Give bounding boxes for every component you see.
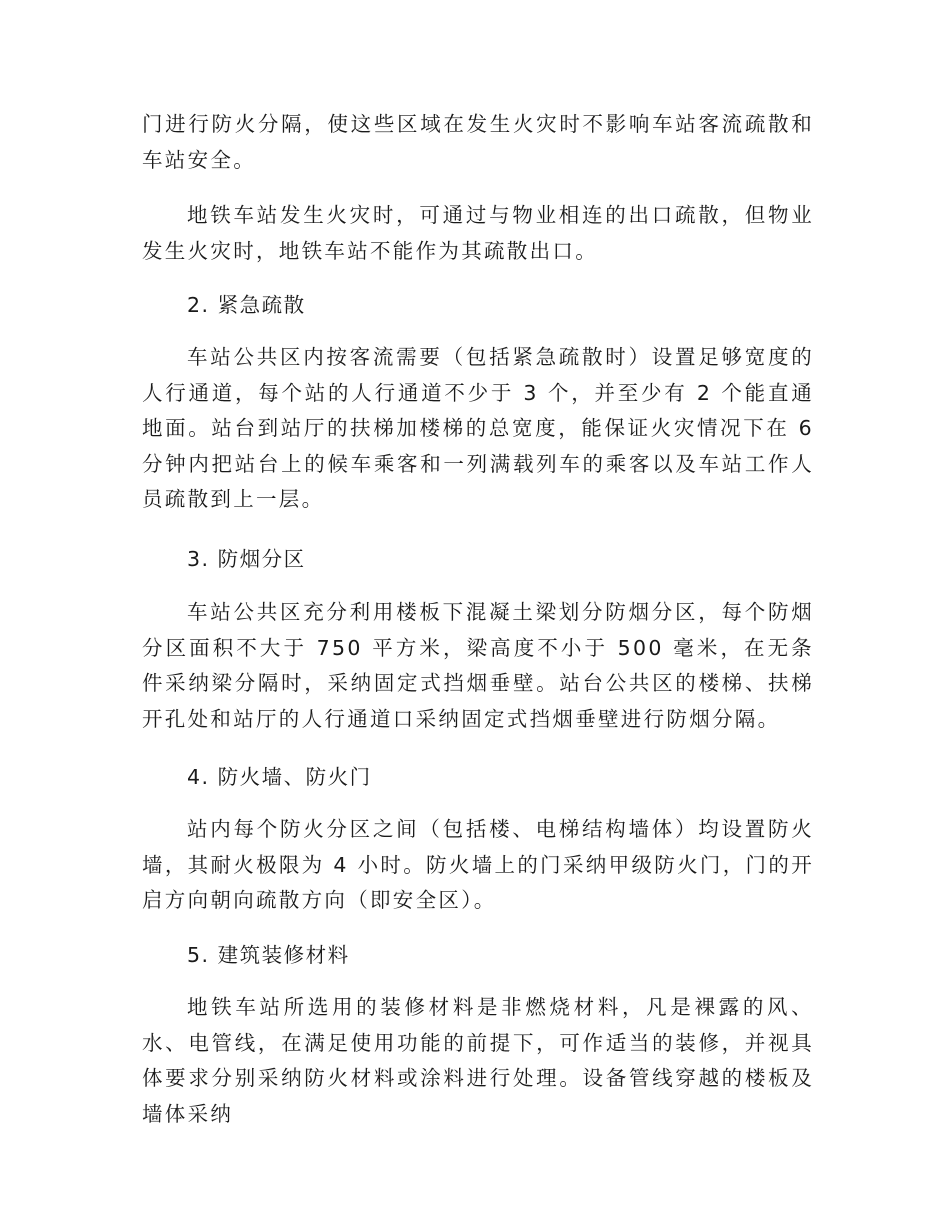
- paragraph-smoke-zones: 车站公共区充分利用楼板下混凝土梁划分防烟分区，每个防烟分区面积不大于 750 平方米，梁高度不小于 500 毫米，在无条件采纳梁分隔时，采纳固定式挡烟垂壁。站台公共区的楼梯、扶梯开孔处和站厅的人行通道口采纳固定式挡烟垂壁进行防烟分隔。: [142, 600, 814, 731]
- heading-emergency-evacuation: 2. 紧急疏散: [187, 293, 306, 317]
- paragraph-fire-separation-continued: 门进行防火分隔，使这些区域在发生火灾时不影响车站客流疏散和车站安全。: [142, 112, 814, 172]
- heading-decoration-materials: 5. 建筑装修材料: [187, 943, 350, 967]
- paragraph-property-exit: 地铁车站发生火灾时，可通过与物业相连的出口疏散，但物业发生火灾时，地铁车站不能作为其疏散出口。: [142, 203, 814, 263]
- heading-fire-walls-doors: 4. 防火墙、防火门: [187, 765, 372, 789]
- paragraph-fire-walls-doors: 站内每个防火分区之间（包括楼、电梯结构墙体）均设置防火墙，其耐火极限为 4 小时。防火墙上的门采纳甲级防火门，门的开启方向朝向疏散方向（即安全区）。: [142, 817, 814, 912]
- heading-smoke-zones: 3. 防烟分区: [187, 547, 306, 571]
- paragraph-decoration-materials: 地铁车站所选用的装修材料是非燃烧材料，凡是裸露的风、水、电管线，在满足使用功能的前提下，可作适当的装修，并视具体要求分别采纳防火材料或涂料进行处理。设备管线穿越的楼板及墙体采纳: [142, 995, 814, 1126]
- paragraph-emergency-evacuation: 车站公共区内按客流需要（包括紧急疏散时）设置足够宽度的人行通道，每个站的人行通道不少于 3 个，并至少有 2 个能直通地面。站台到站厅的扶梯加楼梯的总宽度，能保证火灾情况下在 6 分钟内把站台上的候车乘客和一列满载列车的乘客以及车站工作人员疏散到上一层。: [142, 345, 814, 511]
